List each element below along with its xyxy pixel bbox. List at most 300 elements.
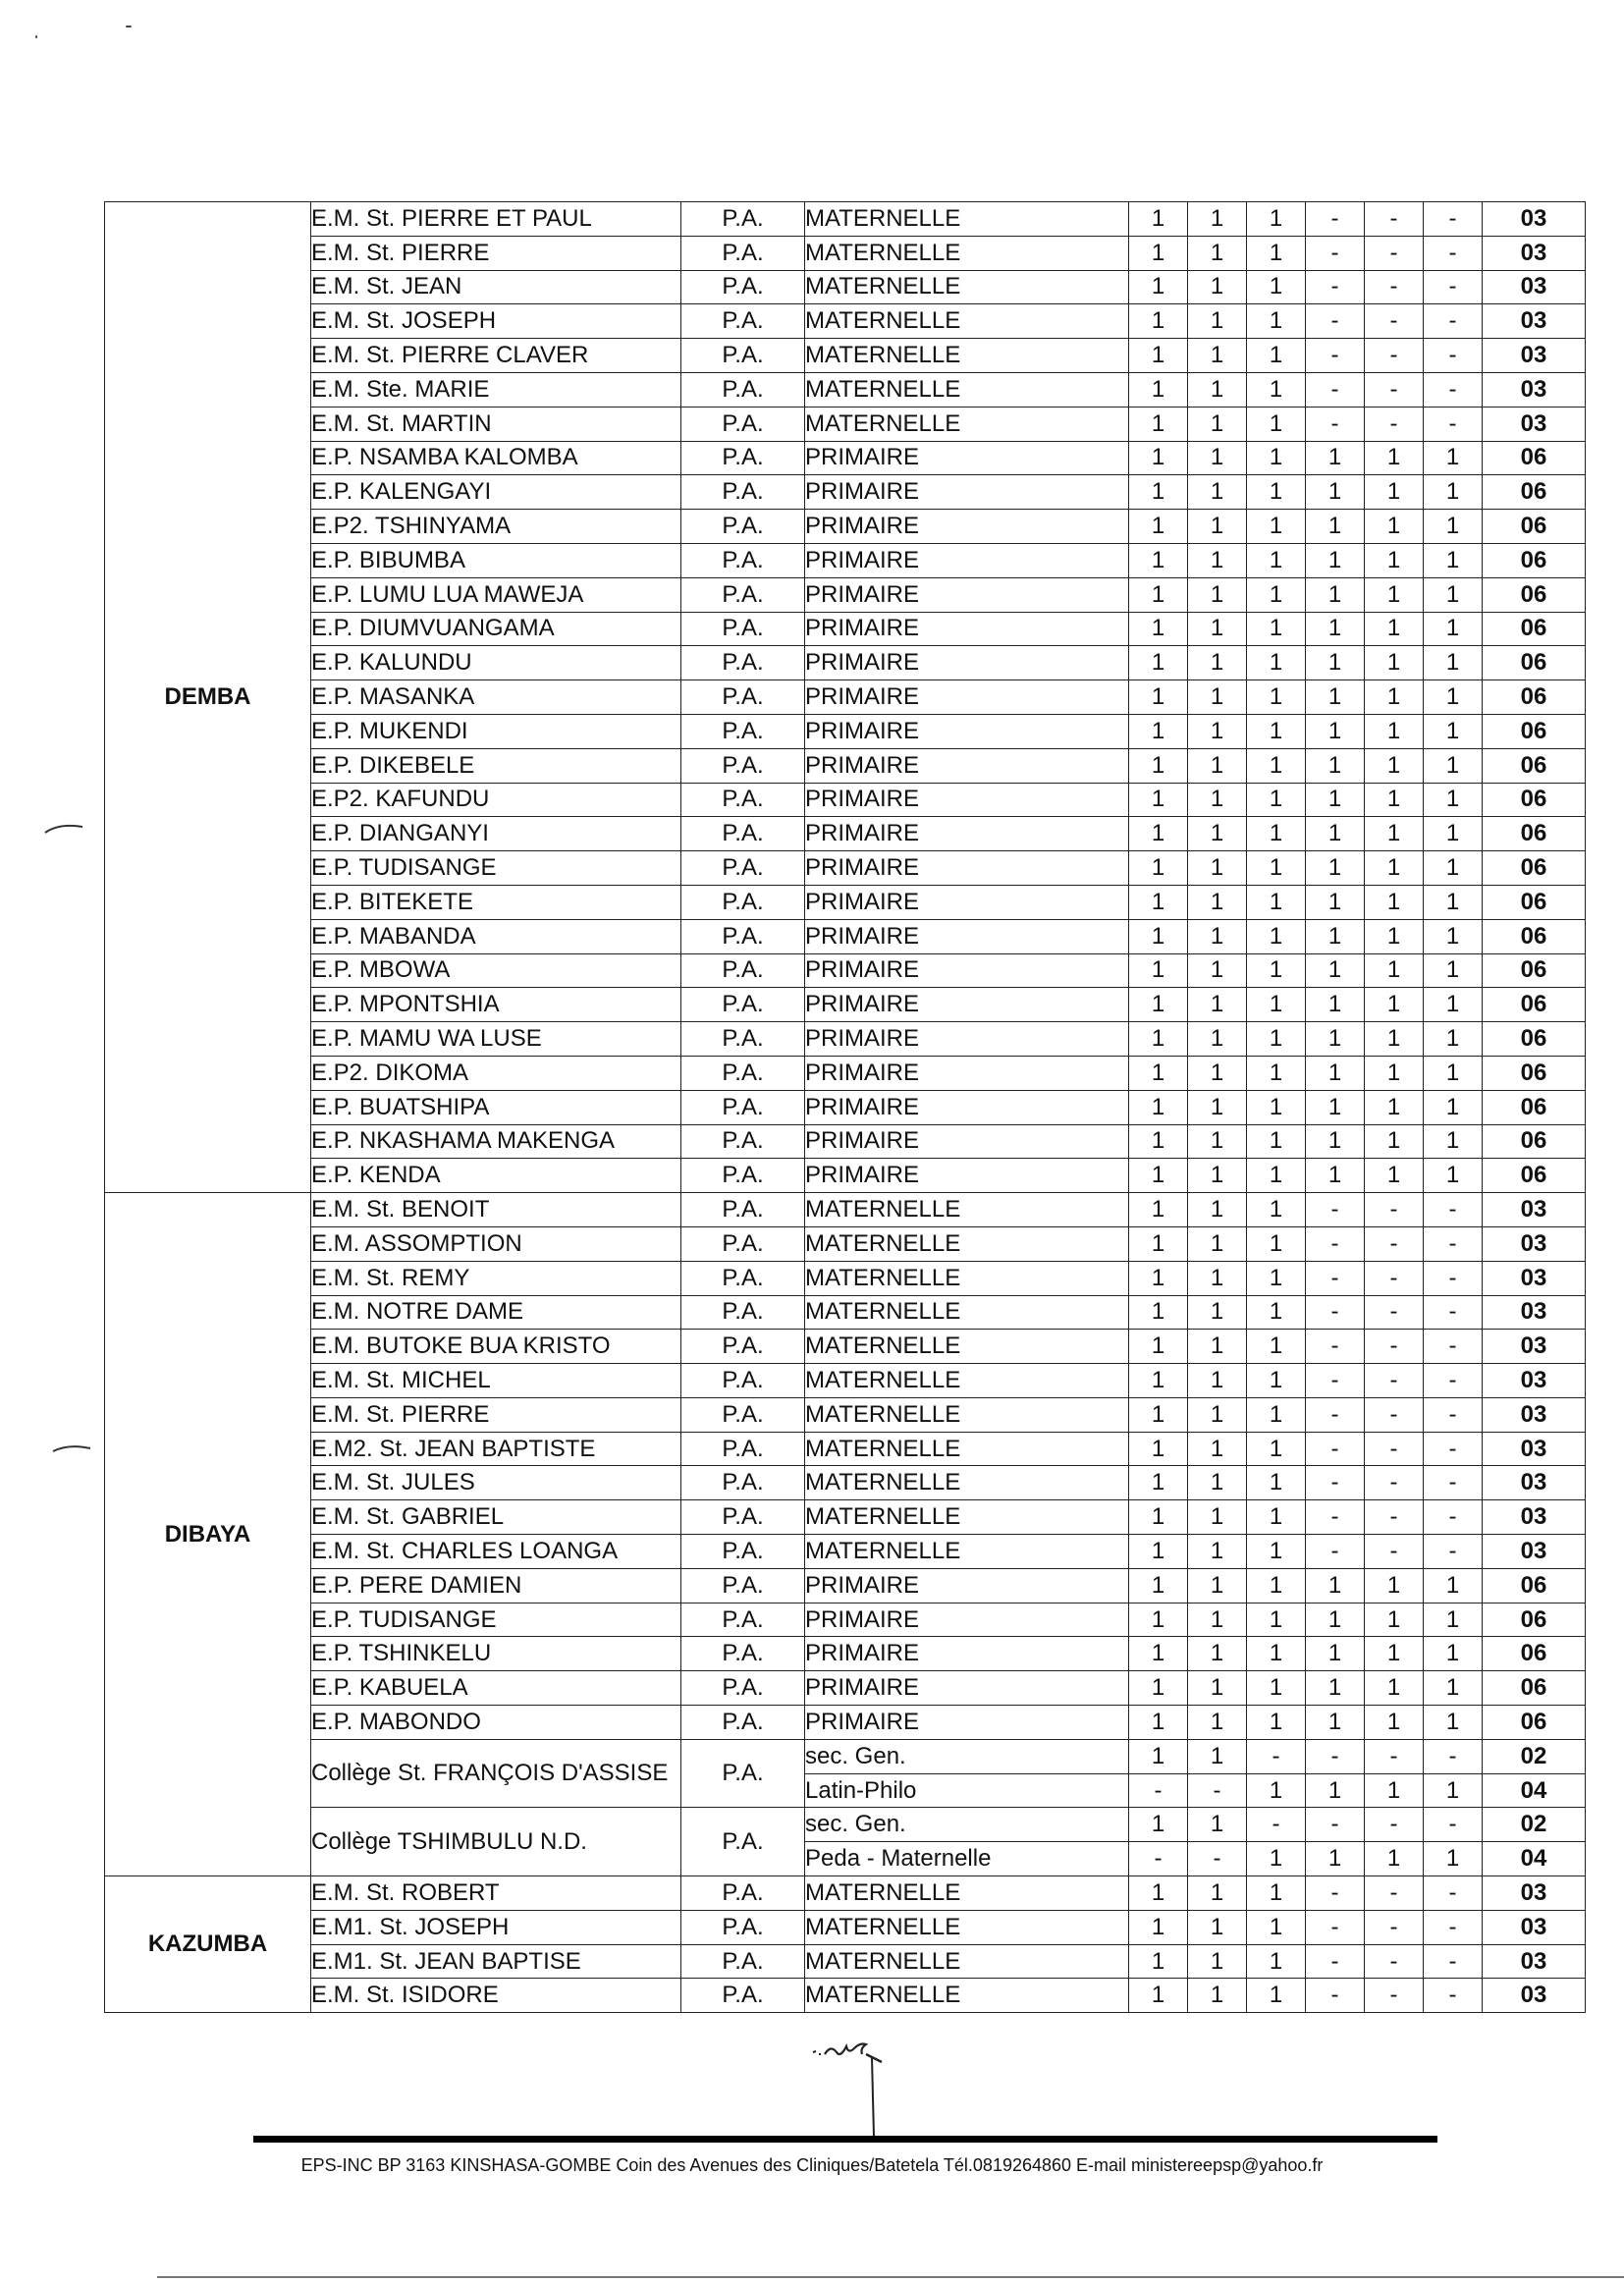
school-level: MATERNELLE <box>805 1432 1129 1466</box>
class-count-5: - <box>1365 304 1424 339</box>
class-count-2: 1 <box>1188 919 1247 953</box>
class-count-4: 1 <box>1306 510 1365 544</box>
pa-code: P.A. <box>681 543 805 577</box>
class-count-4: - <box>1306 1876 1365 1911</box>
school-level: PRIMAIRE <box>805 1159 1129 1193</box>
class-count-2: 1 <box>1188 339 1247 373</box>
class-count-5: 1 <box>1365 919 1424 953</box>
class-count-6: 1 <box>1424 1090 1483 1124</box>
school-level: MATERNELLE <box>805 1979 1129 2013</box>
school-name: E.P. DIKEBELE <box>311 748 681 783</box>
class-count-6: 1 <box>1424 1671 1483 1706</box>
school-name: E.M2. St. JEAN BAPTISTE <box>311 1432 681 1466</box>
class-count-3: 1 <box>1247 988 1306 1022</box>
class-count-5: - <box>1365 339 1424 373</box>
class-count-4: - <box>1306 1979 1365 2013</box>
class-count-4: - <box>1306 270 1365 304</box>
class-count-2: 1 <box>1188 1466 1247 1500</box>
class-count-4: - <box>1306 1944 1365 1979</box>
school-level: MATERNELLE <box>805 1261 1129 1295</box>
class-count-4: 1 <box>1306 612 1365 646</box>
school-name: E.P. KALUNDU <box>311 646 681 680</box>
total-classes: 06 <box>1483 646 1586 680</box>
class-count-1: 1 <box>1129 441 1188 475</box>
class-count-4: - <box>1306 1397 1365 1432</box>
table-row <box>105 919 1586 953</box>
pa-code: P.A. <box>681 1056 805 1090</box>
class-count-1: 1 <box>1129 1568 1188 1603</box>
class-count-1: 1 <box>1129 612 1188 646</box>
table-row <box>105 1090 1586 1124</box>
table-row <box>105 1226 1586 1261</box>
class-count-6: 1 <box>1424 680 1483 715</box>
class-count-1: 1 <box>1129 270 1188 304</box>
school-level: PRIMAIRE <box>805 714 1129 748</box>
class-count-6: 1 <box>1424 988 1483 1022</box>
class-count-6: 1 <box>1424 510 1483 544</box>
school-name: E.M. St. MICHEL <box>311 1364 681 1398</box>
class-count-1: 1 <box>1129 851 1188 886</box>
school-name: E.M. NOTRE DAME <box>311 1295 681 1330</box>
class-count-1: 1 <box>1129 475 1188 510</box>
table-row <box>105 1330 1586 1364</box>
class-count-1: 1 <box>1129 236 1188 270</box>
class-count-1: 1 <box>1129 372 1188 407</box>
class-count-3: 1 <box>1247 1330 1306 1364</box>
table-row <box>105 1706 1586 1740</box>
table-row <box>105 851 1586 886</box>
class-count-5: - <box>1365 1808 1424 1842</box>
class-count-3: 1 <box>1247 543 1306 577</box>
school-level: PRIMAIRE <box>805 748 1129 783</box>
class-count-5: - <box>1365 1226 1424 1261</box>
school-level: MATERNELLE <box>805 270 1129 304</box>
class-count-2: 1 <box>1188 1808 1247 1842</box>
table-row <box>105 1159 1586 1193</box>
scan-speck <box>35 35 37 38</box>
class-count-5: 1 <box>1365 1056 1424 1090</box>
school-name: E.P2. KAFUNDU <box>311 783 681 817</box>
pencil-tick-mark-icon <box>43 819 86 837</box>
total-classes: 06 <box>1483 441 1586 475</box>
class-count-6: 1 <box>1424 783 1483 817</box>
school-level: PRIMAIRE <box>805 817 1129 851</box>
total-classes: 06 <box>1483 510 1586 544</box>
class-count-3: 1 <box>1247 1193 1306 1227</box>
class-count-3: 1 <box>1247 1159 1306 1193</box>
school-level: MATERNELLE <box>805 339 1129 373</box>
table-row <box>105 817 1586 851</box>
class-count-5: 1 <box>1365 1842 1424 1876</box>
table-row <box>105 407 1586 441</box>
class-count-6: - <box>1424 1944 1483 1979</box>
total-classes: 06 <box>1483 1706 1586 1740</box>
class-count-6: 1 <box>1424 1603 1483 1637</box>
pa-code: P.A. <box>681 1022 805 1057</box>
class-count-6: - <box>1424 1330 1483 1364</box>
school-name: E.P. MABONDO <box>311 1706 681 1740</box>
school-level: PRIMAIRE <box>805 1090 1129 1124</box>
pa-code: P.A. <box>681 475 805 510</box>
class-count-5: - <box>1365 1944 1424 1979</box>
total-classes: 03 <box>1483 1910 1586 1944</box>
class-count-6: 1 <box>1424 612 1483 646</box>
school-level: Latin-Philo <box>805 1773 1129 1808</box>
school-name: E.M. St. JULES <box>311 1466 681 1500</box>
class-count-4: 1 <box>1306 783 1365 817</box>
class-count-1: 1 <box>1129 577 1188 612</box>
pa-code: P.A. <box>681 1295 805 1330</box>
table-row <box>105 646 1586 680</box>
class-count-4: 1 <box>1306 919 1365 953</box>
table-row <box>105 1466 1586 1500</box>
class-count-3: 1 <box>1247 1706 1306 1740</box>
class-count-1: - <box>1129 1842 1188 1876</box>
class-count-5: - <box>1365 372 1424 407</box>
class-count-3: 1 <box>1247 646 1306 680</box>
total-classes: 03 <box>1483 1500 1586 1535</box>
class-count-5: 1 <box>1365 1124 1424 1159</box>
table-row <box>105 1056 1586 1090</box>
pa-code: P.A. <box>681 1671 805 1706</box>
pa-code: P.A. <box>681 783 805 817</box>
pa-code: P.A. <box>681 1432 805 1466</box>
table-row <box>105 1535 1586 1569</box>
class-count-2: - <box>1188 1842 1247 1876</box>
class-count-5: 1 <box>1365 680 1424 715</box>
table-row <box>105 1876 1586 1911</box>
class-count-3: 1 <box>1247 339 1306 373</box>
class-count-2: 1 <box>1188 1944 1247 1979</box>
class-count-6: - <box>1424 407 1483 441</box>
class-count-5: 1 <box>1365 1568 1424 1603</box>
class-count-3: 1 <box>1247 1466 1306 1500</box>
class-count-5: - <box>1365 1876 1424 1911</box>
school-name: E.P. NKASHAMA MAKENGA <box>311 1124 681 1159</box>
class-count-2: 1 <box>1188 953 1247 988</box>
class-count-1: 1 <box>1129 339 1188 373</box>
pa-code: P.A. <box>681 1568 805 1603</box>
class-count-2: 1 <box>1188 1056 1247 1090</box>
school-level: MATERNELLE <box>805 1535 1129 1569</box>
class-count-2: 1 <box>1188 817 1247 851</box>
school-level: PRIMAIRE <box>805 1056 1129 1090</box>
class-count-2: 1 <box>1188 1706 1247 1740</box>
class-count-6: - <box>1424 1397 1483 1432</box>
class-count-2: 1 <box>1188 1432 1247 1466</box>
class-count-4: 1 <box>1306 851 1365 886</box>
pa-code: P.A. <box>681 510 805 544</box>
class-count-6: 1 <box>1424 817 1483 851</box>
pa-code: P.A. <box>681 817 805 851</box>
school-level: PRIMAIRE <box>805 1568 1129 1603</box>
pa-code: P.A. <box>681 1739 805 1808</box>
class-count-6: - <box>1424 1226 1483 1261</box>
class-count-5: 1 <box>1365 748 1424 783</box>
class-count-6: 1 <box>1424 919 1483 953</box>
table-row <box>105 270 1586 304</box>
total-classes: 06 <box>1483 1022 1586 1057</box>
class-count-4: 1 <box>1306 1090 1365 1124</box>
class-count-1: 1 <box>1129 1671 1188 1706</box>
total-classes: 06 <box>1483 543 1586 577</box>
class-count-5: 1 <box>1365 817 1424 851</box>
school-level: MATERNELLE <box>805 1330 1129 1364</box>
school-name: E.P. DIANGANYI <box>311 817 681 851</box>
class-count-3: 1 <box>1247 714 1306 748</box>
school-level: PRIMAIRE <box>805 1637 1129 1671</box>
pa-code: P.A. <box>681 577 805 612</box>
page-bottom-edge <box>157 2276 1624 2278</box>
school-name: E.P. PERE DAMIEN <box>311 1568 681 1603</box>
total-classes: 06 <box>1483 919 1586 953</box>
school-name: E.M. St. PIERRE <box>311 1397 681 1432</box>
class-count-4: - <box>1306 1466 1365 1500</box>
total-classes: 06 <box>1483 680 1586 715</box>
class-count-3: 1 <box>1247 1876 1306 1911</box>
class-count-6: - <box>1424 1466 1483 1500</box>
class-count-6: - <box>1424 1364 1483 1398</box>
class-count-1: 1 <box>1129 304 1188 339</box>
table-row <box>105 783 1586 817</box>
class-count-3: 1 <box>1247 1364 1306 1398</box>
school-name: E.P. LUMU LUA MAWEJA <box>311 577 681 612</box>
class-count-6: 1 <box>1424 577 1483 612</box>
class-count-1: 1 <box>1129 919 1188 953</box>
school-level: MATERNELLE <box>805 1193 1129 1227</box>
class-count-6: - <box>1424 1739 1483 1773</box>
class-count-6: - <box>1424 1808 1483 1842</box>
class-count-4: 1 <box>1306 475 1365 510</box>
class-count-5: - <box>1365 1295 1424 1330</box>
class-count-2: 1 <box>1188 1330 1247 1364</box>
pa-code: P.A. <box>681 236 805 270</box>
class-count-3: 1 <box>1247 612 1306 646</box>
total-classes: 03 <box>1483 1397 1586 1432</box>
total-classes: 04 <box>1483 1842 1586 1876</box>
school-level: PRIMAIRE <box>805 1124 1129 1159</box>
class-count-6: - <box>1424 372 1483 407</box>
table-row <box>105 1671 1586 1706</box>
class-count-1: 1 <box>1129 1535 1188 1569</box>
class-count-3: 1 <box>1247 817 1306 851</box>
school-level: PRIMAIRE <box>805 510 1129 544</box>
class-count-1: 1 <box>1129 510 1188 544</box>
school-level: PRIMAIRE <box>805 475 1129 510</box>
school-level: PRIMAIRE <box>805 1022 1129 1057</box>
class-count-1: 1 <box>1129 1124 1188 1159</box>
class-count-4: 1 <box>1306 1773 1365 1808</box>
table-row <box>105 1500 1586 1535</box>
table-row <box>105 475 1586 510</box>
class-count-5: - <box>1365 407 1424 441</box>
school-name: E.P. KABUELA <box>311 1671 681 1706</box>
class-count-5: - <box>1365 1535 1424 1569</box>
total-classes: 03 <box>1483 1226 1586 1261</box>
class-count-2: 1 <box>1188 748 1247 783</box>
class-count-3: 1 <box>1247 577 1306 612</box>
class-count-5: - <box>1365 202 1424 237</box>
table-row <box>105 988 1586 1022</box>
class-count-6: 1 <box>1424 748 1483 783</box>
class-count-1: 1 <box>1129 1739 1188 1773</box>
zone-name: DEMBA <box>105 202 311 1193</box>
table-row <box>105 1295 1586 1330</box>
class-count-5: 1 <box>1365 1773 1424 1808</box>
pa-code: P.A. <box>681 1637 805 1671</box>
scan-speck <box>126 26 132 27</box>
school-level: MATERNELLE <box>805 304 1129 339</box>
class-count-6: 1 <box>1424 1056 1483 1090</box>
class-count-1: 1 <box>1129 1979 1188 2013</box>
class-count-3: 1 <box>1247 1637 1306 1671</box>
class-count-5: 1 <box>1365 646 1424 680</box>
total-classes: 06 <box>1483 1568 1586 1603</box>
class-count-4: 1 <box>1306 748 1365 783</box>
school-level: PRIMAIRE <box>805 680 1129 715</box>
table-row <box>105 1979 1586 2013</box>
class-count-1: 1 <box>1129 714 1188 748</box>
class-count-5: - <box>1365 1364 1424 1398</box>
total-classes: 06 <box>1483 953 1586 988</box>
school-level: PRIMAIRE <box>805 646 1129 680</box>
class-count-2: 1 <box>1188 1568 1247 1603</box>
class-count-5: - <box>1365 1397 1424 1432</box>
school-name: E.P. MASANKA <box>311 680 681 715</box>
class-count-6: 1 <box>1424 885 1483 919</box>
school-name: E.P. TUDISANGE <box>311 851 681 886</box>
class-count-5: - <box>1365 1979 1424 2013</box>
class-count-4: 1 <box>1306 988 1365 1022</box>
pa-code: P.A. <box>681 1193 805 1227</box>
class-count-6: 1 <box>1424 1124 1483 1159</box>
class-count-2: 1 <box>1188 202 1247 237</box>
school-level: MATERNELLE <box>805 1500 1129 1535</box>
class-count-5: - <box>1365 1739 1424 1773</box>
class-count-2: 1 <box>1188 270 1247 304</box>
class-count-4: 1 <box>1306 1842 1365 1876</box>
school-name: E.P. MBOWA <box>311 953 681 988</box>
class-count-2: 1 <box>1188 1295 1247 1330</box>
class-count-2: 1 <box>1188 543 1247 577</box>
table-row <box>105 1739 1586 1773</box>
school-level: MATERNELLE <box>805 1226 1129 1261</box>
total-classes: 03 <box>1483 236 1586 270</box>
total-classes: 06 <box>1483 1124 1586 1159</box>
total-classes: 03 <box>1483 304 1586 339</box>
class-count-5: - <box>1365 1261 1424 1295</box>
table-row <box>105 202 1586 237</box>
class-count-6: 1 <box>1424 1706 1483 1740</box>
pa-code: P.A. <box>681 646 805 680</box>
table-row <box>105 372 1586 407</box>
class-count-5: - <box>1365 1466 1424 1500</box>
school-level: PRIMAIRE <box>805 953 1129 988</box>
class-count-4: - <box>1306 339 1365 373</box>
table-row <box>105 1364 1586 1398</box>
school-name: E.M1. St. JEAN BAPTISE <box>311 1944 681 1979</box>
class-count-5: - <box>1365 1193 1424 1227</box>
school-level: MATERNELLE <box>805 407 1129 441</box>
pencil-tick-mark-icon <box>51 1440 94 1457</box>
class-count-4: 1 <box>1306 543 1365 577</box>
class-count-6: 1 <box>1424 1842 1483 1876</box>
class-count-1: - <box>1129 1773 1188 1808</box>
class-count-6: 1 <box>1424 441 1483 475</box>
table-row <box>105 1637 1586 1671</box>
class-count-2: 1 <box>1188 714 1247 748</box>
class-count-2: 1 <box>1188 1876 1247 1911</box>
school-level: sec. Gen. <box>805 1808 1129 1842</box>
class-count-5: 1 <box>1365 851 1424 886</box>
class-count-1: 1 <box>1129 988 1188 1022</box>
school-name: E.M. Ste. MARIE <box>311 372 681 407</box>
class-count-3: 1 <box>1247 304 1306 339</box>
school-level: Peda - Maternelle <box>805 1842 1129 1876</box>
school-level: MATERNELLE <box>805 236 1129 270</box>
total-classes: 06 <box>1483 1056 1586 1090</box>
total-classes: 03 <box>1483 1193 1586 1227</box>
school-name: E.P. TUDISANGE <box>311 1603 681 1637</box>
school-name: E.M1. St. JOSEPH <box>311 1910 681 1944</box>
pa-code: P.A. <box>681 1159 805 1193</box>
total-classes: 03 <box>1483 339 1586 373</box>
class-count-1: 1 <box>1129 1261 1188 1295</box>
school-name: E.M. St. PIERRE <box>311 236 681 270</box>
school-level: MATERNELLE <box>805 1397 1129 1432</box>
total-classes: 03 <box>1483 1432 1586 1466</box>
class-count-3: 1 <box>1247 783 1306 817</box>
class-count-2: 1 <box>1188 1637 1247 1671</box>
table-row <box>105 1397 1586 1432</box>
school-name: E.M. St. CHARLES LOANGA <box>311 1535 681 1569</box>
total-classes: 04 <box>1483 1773 1586 1808</box>
class-count-6: - <box>1424 1295 1483 1330</box>
class-count-2: 1 <box>1188 372 1247 407</box>
class-count-4: - <box>1306 1226 1365 1261</box>
class-count-4: - <box>1306 407 1365 441</box>
class-count-6: - <box>1424 236 1483 270</box>
class-count-3: 1 <box>1247 1500 1306 1535</box>
table-row <box>105 1944 1586 1979</box>
table-row <box>105 714 1586 748</box>
class-count-3: 1 <box>1247 953 1306 988</box>
class-count-6: 1 <box>1424 646 1483 680</box>
school-level: MATERNELLE <box>805 202 1129 237</box>
total-classes: 03 <box>1483 202 1586 237</box>
class-count-4: 1 <box>1306 817 1365 851</box>
school-name: E.P. TSHINKELU <box>311 1637 681 1671</box>
class-count-3: 1 <box>1247 748 1306 783</box>
class-count-3: 1 <box>1247 407 1306 441</box>
class-count-2: 1 <box>1188 612 1247 646</box>
class-count-3: 1 <box>1247 1261 1306 1295</box>
pa-code: P.A. <box>681 441 805 475</box>
class-count-1: 1 <box>1129 407 1188 441</box>
school-level: MATERNELLE <box>805 1944 1129 1979</box>
school-level: MATERNELLE <box>805 1910 1129 1944</box>
class-count-5: 1 <box>1365 714 1424 748</box>
school-level: MATERNELLE <box>805 1876 1129 1911</box>
class-count-6: - <box>1424 1535 1483 1569</box>
total-classes: 02 <box>1483 1808 1586 1842</box>
pa-code: P.A. <box>681 202 805 237</box>
table-row <box>105 748 1586 783</box>
total-classes: 06 <box>1483 1671 1586 1706</box>
pa-code: P.A. <box>681 1910 805 1944</box>
class-count-5: 1 <box>1365 1022 1424 1057</box>
total-classes: 03 <box>1483 1261 1586 1295</box>
